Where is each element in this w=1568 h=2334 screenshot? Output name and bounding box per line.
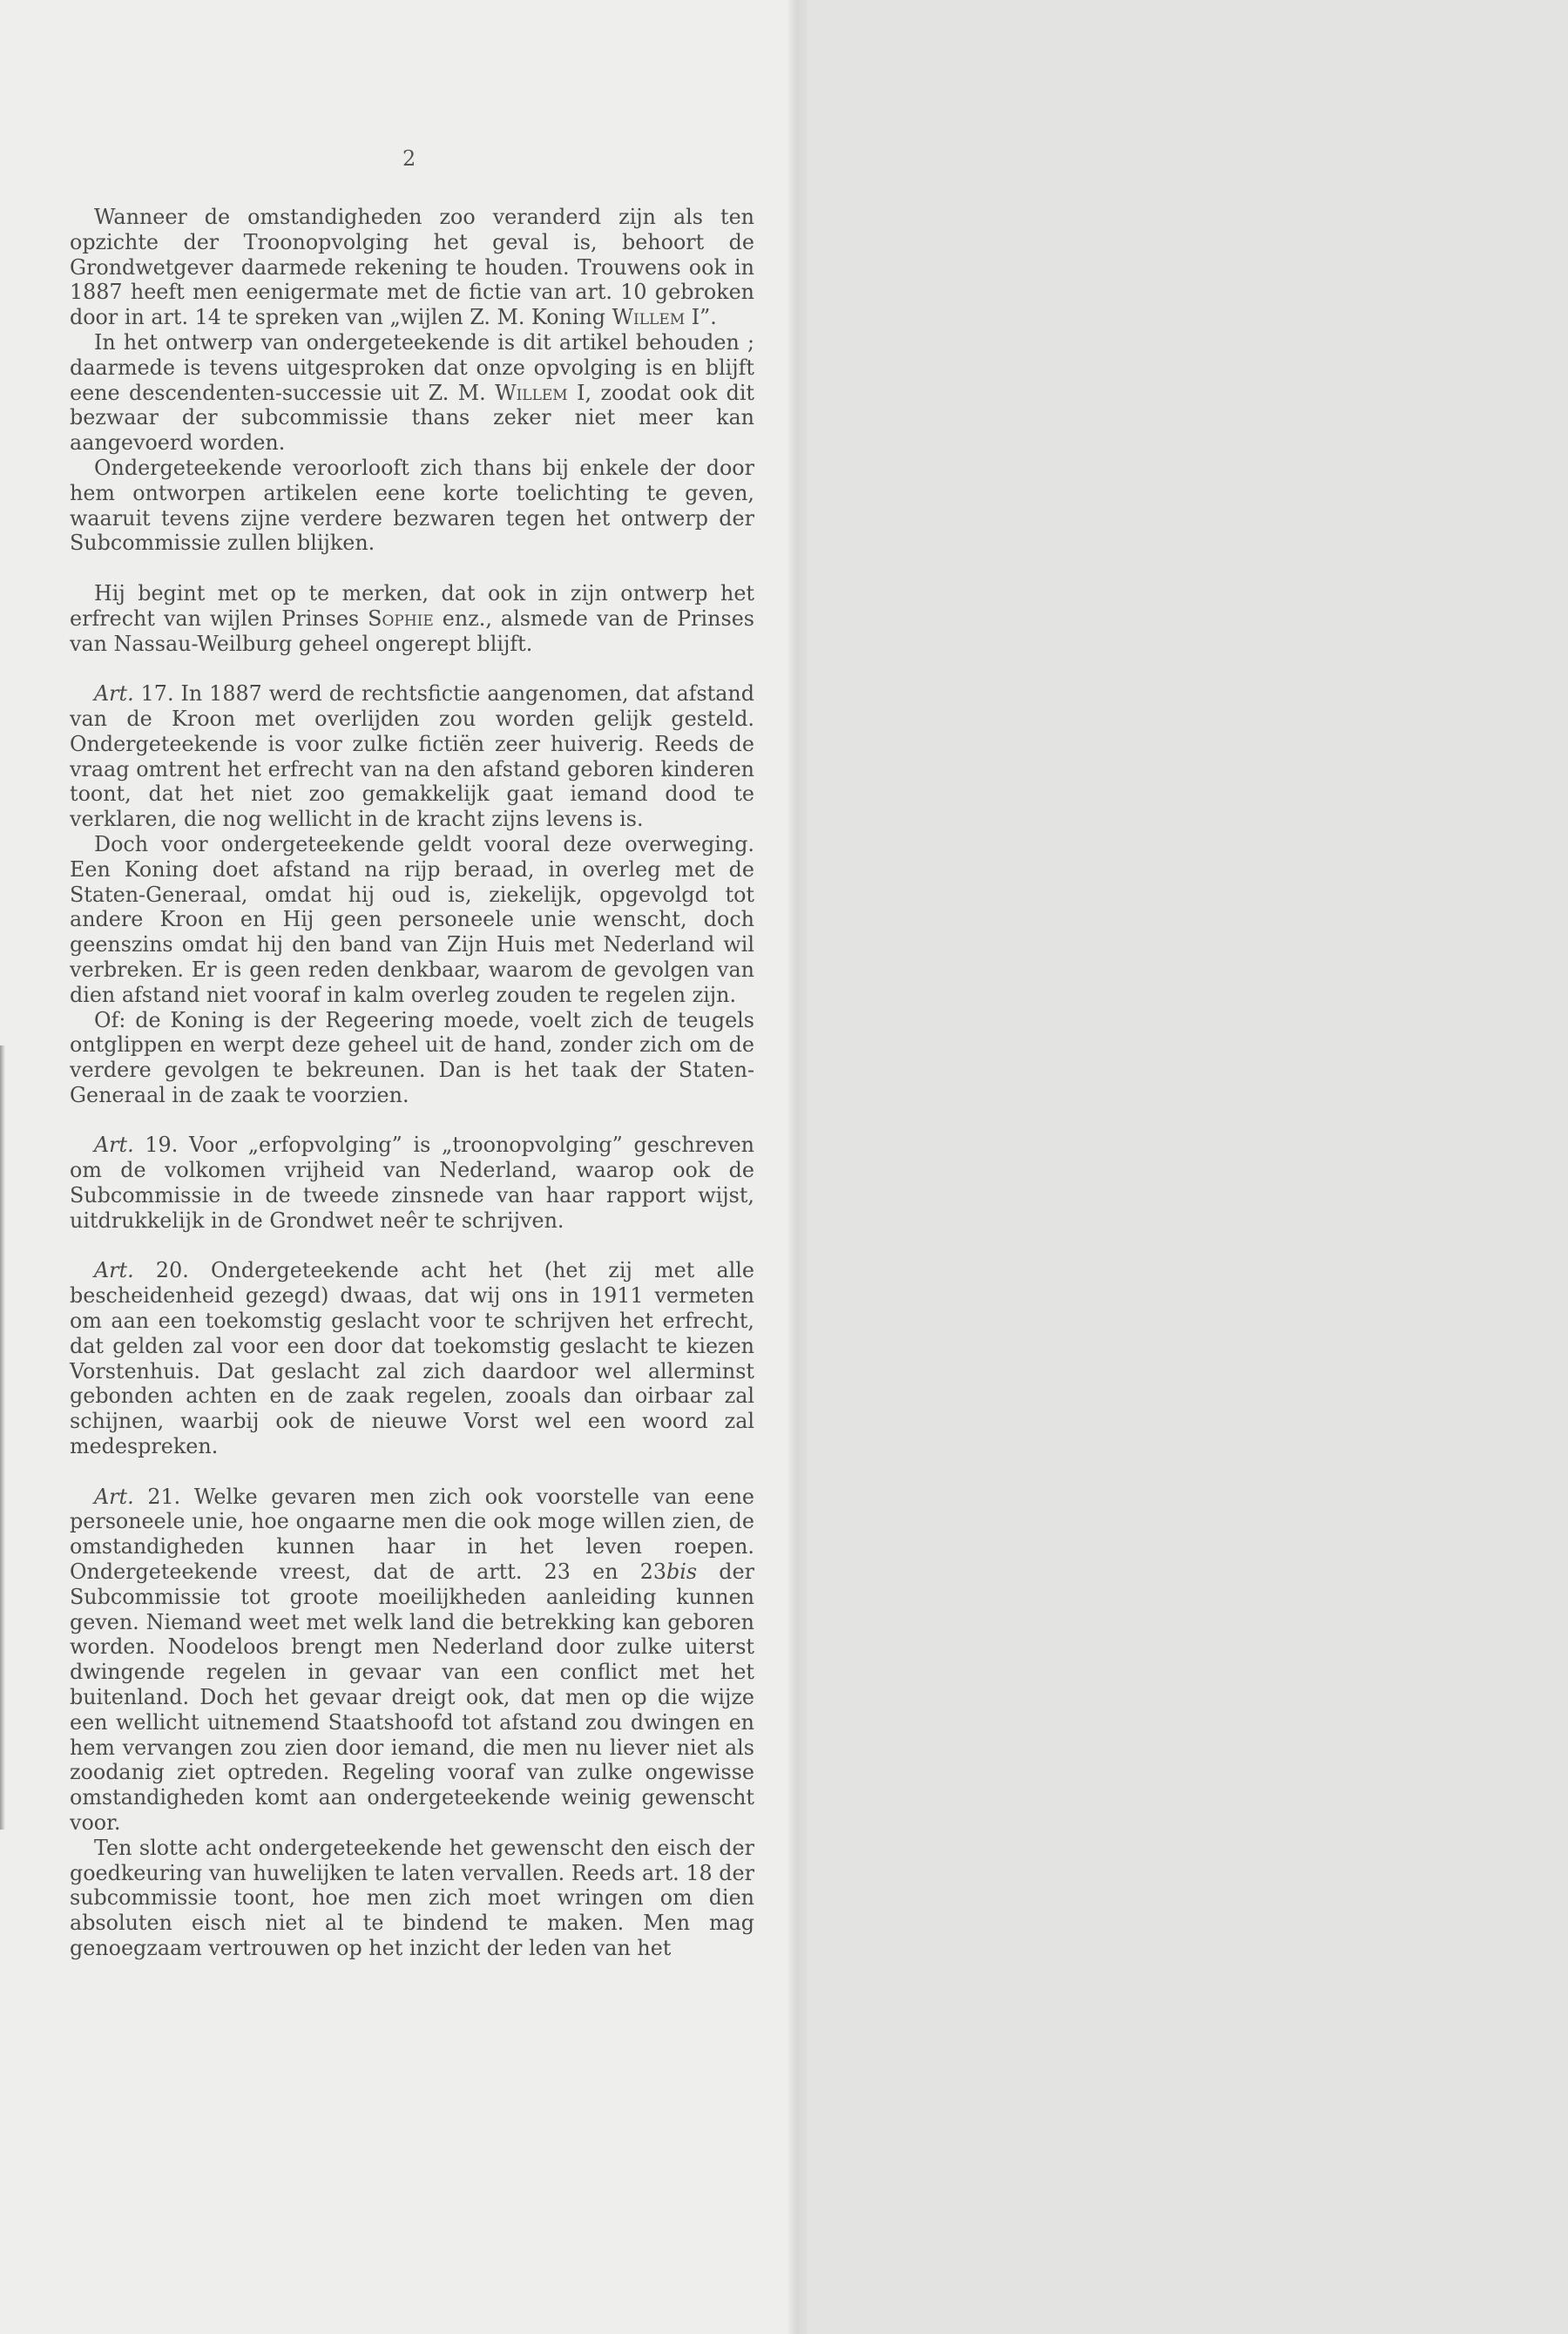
paragraph-p4	[70, 581, 754, 656]
paragraph-p8	[70, 1133, 754, 1233]
text-run: Art.	[94, 681, 134, 707]
paragraph-p10	[70, 1485, 754, 1836]
paragraph-p2	[70, 330, 754, 456]
text-run: Ten slotte acht ondergeteekende het gewenscht den eisch der goedkeuring van huwelijken te laten vervallen. Reeds art. 18 der subcommissie toont, hoe men zich moet wringen om dien absoluten eisch niet al te bindend te maken. Men mag genoegzaam vertrouwen op het inzicht der leden van het	[70, 1835, 754, 1960]
text-run: Doch voor ondergeteekende geldt vooral deze overweging. Een Koning doet afstand na rijp beraad, in overleg met de Staten-Generaal, omdat hij oud is, ziekelijk, opgevolgd tot andere Kroon en Hij geen personeele unie wenscht, doch geenszins omdat hij den band van Zijn Huis met Nederland wil verbreken. Er is geen reden denkbaar, waarom de gevolgen van dien afstand niet vooraf in kalm overleg zouden te regelen zijn.	[70, 831, 754, 1007]
text-run: Art.	[94, 1484, 134, 1509]
text-run: 19. Voor „erfopvolging” is „troonopvolging” geschreven om de volkomen vrijheid van Nederland, waarop ook de Subcommissie in de tweede zinsnede van haar rapport wijst, uitdrukkelijk in de Grondwet neêr te schrijven.	[70, 1133, 754, 1233]
text-run: Ondergeteekende veroorlooft zich thans bij enkele der door hem ontworpen artikelen eene korte toelichting te geven, waaruit tevens zijne verdere bezwaren tegen het ontwerp der Subcommissie zullen blijken.	[70, 455, 754, 556]
paragraph-p1	[70, 205, 754, 330]
text-run: 20. Ondergeteekende acht het (het zij met alle bescheidenheid gezegd) dwaas, dat wij ons in 1911 vermeten om aan een toekomstig geslacht voor te schrijven het erfrecht, dat gelden zal voor een door dat toekomstig geslacht te kiezen Vorstenhuis. Dat geslacht zal zich daardoor wel allerminst gebonden achten en de zaak regelen, zooals dan oirbaar zal schijnen, waarbij ook de nieuwe Vorst wel een woord zal medespreken.	[70, 1258, 754, 1459]
paragraph-p6	[70, 832, 754, 1008]
paragraph-p9	[70, 1258, 754, 1458]
text-column	[70, 205, 754, 1961]
text-run: enz., alsmede van de Prinses van Nassau-Weilburg geheel ongerept blijft.	[70, 605, 754, 656]
paragraph-p7	[70, 1008, 754, 1108]
paragraph-p3	[70, 456, 754, 556]
text-run: Of: de Koning is der Regeering moede, voelt zich de teugels ontglippen en werpt deze geheel uit de hand, zonder zich om de verdere gevolgen te bekreunen. Dan is het taak der Staten-Generaal in de zaak te voorzien.	[70, 1007, 754, 1107]
page-fold	[788, 0, 808, 2334]
text-run: Art.	[94, 1258, 134, 1283]
page-number: 2	[402, 146, 416, 171]
paragraph-p5	[70, 681, 754, 832]
text-run: I, zoodat ook dit bezwaar der subcommissie thans zeker niet meer kan aangevoerd worden.	[70, 380, 754, 456]
text-run: Wanneer de omstandigheden zoo veranderd zijn als ten opzichte der Troonopvolging het geval is, behoort de Grondwetgever daarmede rekening te houden. Trouwens ook in 1887 heeft men eenigermate met de fictie van art. 10 gebroken door in art. 14 te spreken van „wijlen Z. M. Koning	[70, 205, 754, 330]
text-run: I”.	[685, 305, 717, 330]
right-page-blank	[797, 0, 1568, 2334]
edge-shadow	[0, 1045, 5, 1830]
text-run: Art.	[94, 1133, 134, 1158]
text-run: bis	[666, 1559, 698, 1585]
text-run: der Subcommissie tot groote moeilijkheden aanleiding kunnen geven. Niemand weet met welk land die betrekking kan geboren worden. Noodeloos brengt men Nederland door zulke uiterst dwingende regelen in gevaar van een conflict met het buitenland. Doch het gevaar dreigt ook, dat men op die wijze een wellicht uitnemend Staatshoofd tot afstand zou dwingen en hem vervangen zou zien door iemand, die men nu liever niet als zoodanig ziet optreden. Regeling vooraf van zulke ongewisse omstandigheden komt aan ondergeteekende weinig gewenscht voor.	[70, 1559, 754, 1835]
text-run: 21. Welke gevaren men zich ook voorstelle van eene personeele unie, hoe ongaarne men die ook moge willen zien, de omstandigheden kunnen haar in het leven roepen. Ondergeteekende vreest, dat de artt. 23 en 23	[70, 1484, 754, 1585]
text-run: 17. In 1887 werd de rechtsfictie aangenomen, dat afstand van de Kroon met overlijden zou worden gelijk gesteld. Ondergeteekende is voor zulke fictiën zeer huiverig. Reeds de vraag omtrent het erfrecht van na den afstand geboren kinderen toont, dat het niet zoo gemakkelijk gaat iemand dood te verklaren, die nog wellicht in de kracht zijns levens is.	[70, 681, 754, 832]
text-run: Willem	[495, 380, 568, 405]
text-run: Hij begint met op te merken, dat ook in zijn ontwerp het erfrecht van wijlen Prinses	[70, 580, 754, 631]
text-run: In het ontwerp van ondergeteekende is dit artikel behouden ; daarmede is tevens uitgesproken dat onze opvolging is en blijft eene descendenten-successie uit Z. M.	[70, 329, 754, 405]
text-run: Willem	[612, 305, 686, 330]
paragraph-p11	[70, 1836, 754, 1961]
text-run: Sophie	[368, 605, 434, 631]
